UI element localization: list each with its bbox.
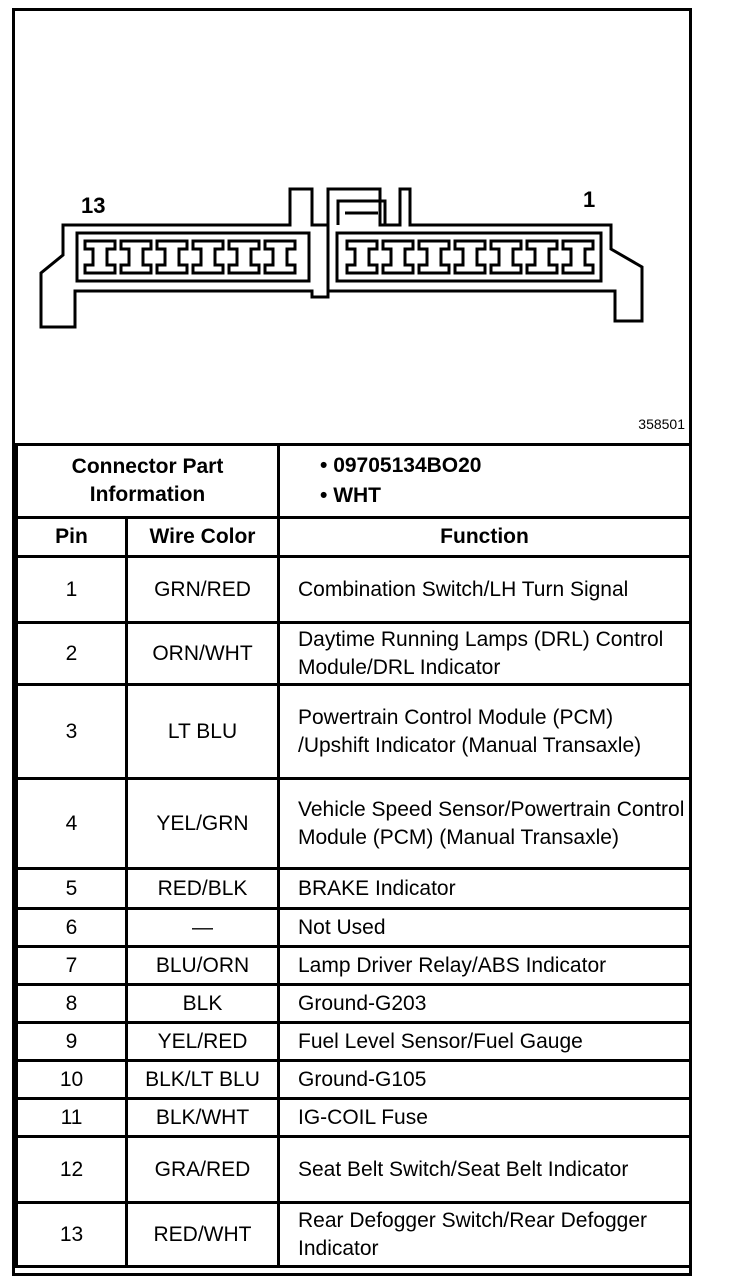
table-row — [17, 947, 691, 985]
wire-color-cell: BLU/ORN — [127, 947, 279, 985]
wire-color-cell: GRN/RED — [127, 557, 279, 623]
terminal-cavity — [419, 241, 449, 273]
function-cell: Rear Defogger Switch/Rear Defogger Indicator — [279, 1203, 691, 1267]
function-cell: Daytime Running Lamps (DRL) Control Module/DRL Indicator — [279, 623, 691, 685]
pin-1-label: 1 — [583, 187, 596, 212]
pin-cell: 6 — [17, 909, 127, 947]
wire-color-cell: YEL/GRN — [127, 779, 279, 869]
terminal-cavity — [527, 241, 557, 273]
function-cell: Fuel Level Sensor/Fuel Gauge — [279, 1023, 691, 1061]
terminal-cavity — [229, 241, 259, 273]
table-row — [17, 1203, 691, 1267]
table-row — [17, 1099, 691, 1137]
terminal-cavity — [563, 241, 593, 273]
wire-color-cell: YEL/RED — [127, 1023, 279, 1061]
document-frame — [12, 8, 692, 1276]
terminal-cavity — [491, 241, 521, 273]
pin-cell: 5 — [17, 869, 127, 909]
table-row — [17, 1023, 691, 1061]
pin-cell: 3 — [17, 685, 127, 779]
pin-cell: 12 — [17, 1137, 127, 1203]
figure-id: 358501 — [638, 416, 685, 432]
connector-heading-line1: Connector Part — [71, 455, 224, 478]
terminal-cavity — [383, 241, 413, 273]
terminal-cavity — [455, 241, 485, 273]
function-cell: Not Used — [279, 909, 691, 947]
pin-cell: 13 — [17, 1203, 127, 1267]
header-pin: Pin — [17, 518, 127, 557]
pin-cell: 9 — [17, 1023, 127, 1061]
pin-13-label: 13 — [81, 193, 106, 218]
pinout-table — [15, 443, 692, 1268]
wire-color-cell: BLK — [127, 985, 279, 1023]
table-row — [17, 869, 691, 909]
pin-cell: 11 — [17, 1099, 127, 1137]
table-row — [17, 1061, 691, 1099]
connector-color: • WHT — [320, 484, 382, 507]
connector-drawing — [15, 11, 689, 443]
function-cell: BRAKE Indicator — [279, 869, 691, 909]
pin-cell: 10 — [17, 1061, 127, 1099]
header-wire-color: Wire Color — [127, 518, 279, 557]
function-cell: Powertrain Control Module (PCM) /Upshift Indicator (Manual Transaxle) — [279, 685, 691, 779]
function-cell: Vehicle Speed Sensor/Powertrain Control Module (PCM) (Manual Transaxle) — [279, 779, 691, 869]
wire-color-cell: LT BLU — [127, 685, 279, 779]
header-function: Function — [279, 518, 691, 557]
wire-color-cell: — — [127, 909, 279, 947]
table-row — [17, 779, 691, 869]
terminal-cavity — [347, 241, 377, 273]
wire-color-cell: RED/WHT — [127, 1203, 279, 1267]
connector-heading-line2: Information — [89, 483, 206, 506]
table-header-row — [17, 518, 691, 557]
terminal-cavity — [121, 241, 151, 273]
wire-color-cell: GRA/RED — [127, 1137, 279, 1203]
pin-cell: 4 — [17, 779, 127, 869]
table-row — [17, 623, 691, 685]
terminal-cavity — [193, 241, 223, 273]
wire-color-cell: ORN/WHT — [127, 623, 279, 685]
wire-color-cell: BLK/LT BLU — [127, 1061, 279, 1099]
part-number: • 09705134BO20 — [320, 454, 482, 477]
pin-cell: 2 — [17, 623, 127, 685]
connector-part-values — [279, 445, 691, 518]
connector-diagram — [15, 11, 689, 443]
function-cell: Lamp Driver Relay/ABS Indicator — [279, 947, 691, 985]
terminal-cavity — [265, 241, 295, 273]
function-cell: Combination Switch/LH Turn Signal — [279, 557, 691, 623]
table-row — [17, 909, 691, 947]
function-cell: Ground-G105 — [279, 1061, 691, 1099]
wire-color-cell: RED/BLK — [127, 869, 279, 909]
table-row — [17, 557, 691, 623]
pin-cell: 1 — [17, 557, 127, 623]
function-cell: Ground-G203 — [279, 985, 691, 1023]
table-row — [17, 985, 691, 1023]
table-row — [17, 685, 691, 779]
terminal-cavity — [157, 241, 187, 273]
pin-cell: 8 — [17, 985, 127, 1023]
wire-color-cell: BLK/WHT — [127, 1099, 279, 1137]
function-cell: IG-COIL Fuse — [279, 1099, 691, 1137]
connector-part-heading — [17, 445, 279, 518]
terminal-cavity — [85, 241, 115, 273]
function-cell: Seat Belt Switch/Seat Belt Indicator — [279, 1137, 691, 1203]
connector-info-row — [17, 445, 691, 518]
pin-cell: 7 — [17, 947, 127, 985]
table-row — [17, 1137, 691, 1203]
